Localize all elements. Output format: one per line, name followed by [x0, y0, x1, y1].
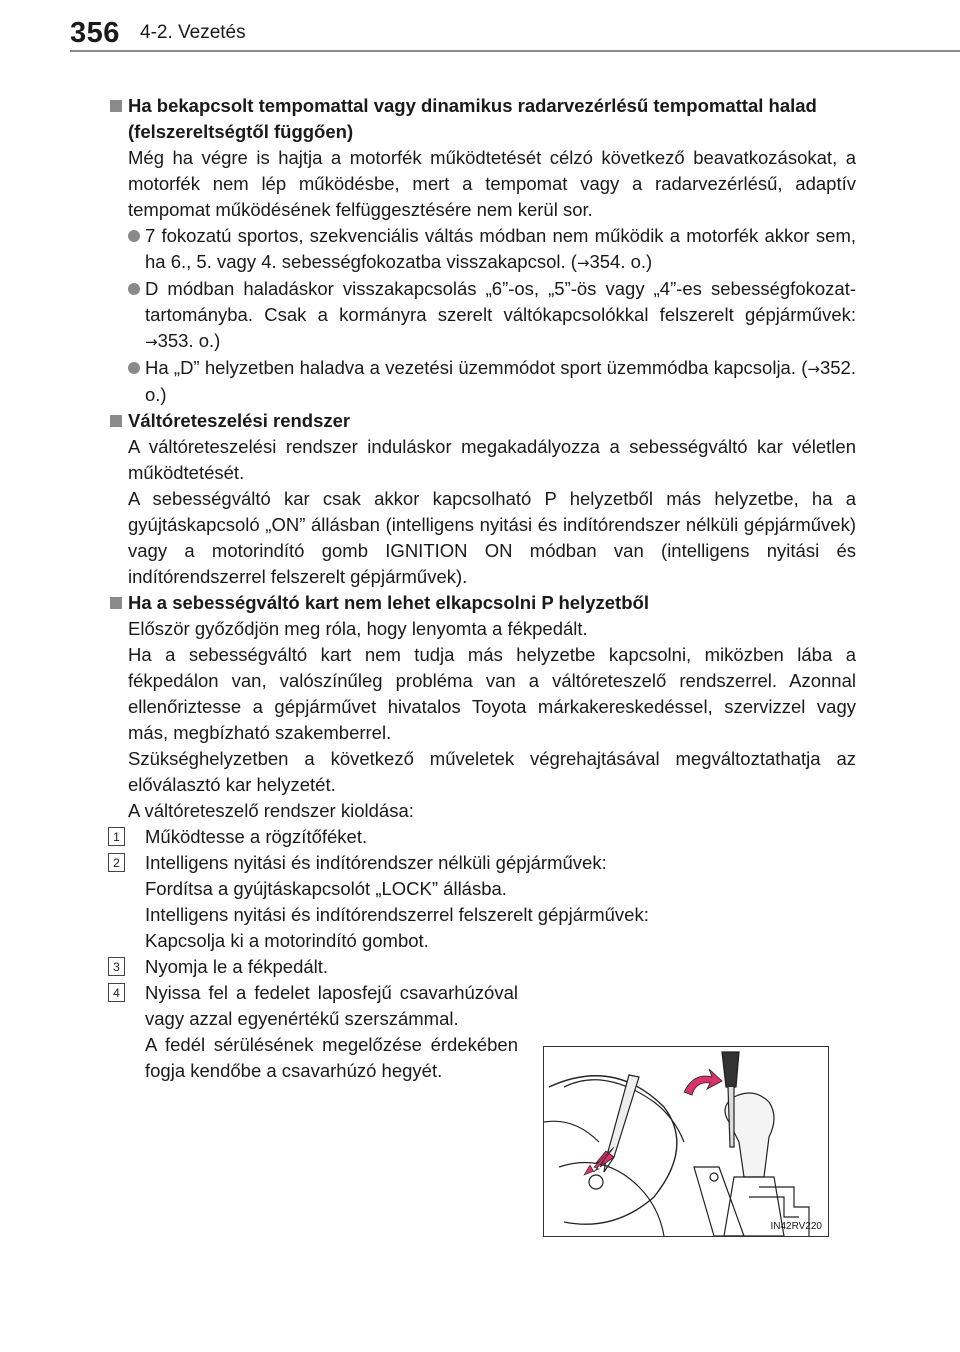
paragraph-stuck-1: Először győződjön meg róla, hogy lenyomta a fékpedált. — [128, 618, 588, 639]
step-4-note: A fedél sérülésének megelőzése érdekében fogja kendőbe a csavarhúzó hegyét. — [145, 1034, 518, 1081]
cover-icon — [589, 1175, 603, 1189]
bullet-item: 7 fokozatú sportos, szekvenciális váltás módban nem működik a motorfék akkor sem, ha 6., 5. vagy 4. sebességfokozatba visszakapcsol. (→354. o.) — [108, 223, 856, 276]
step-number-badge: 3 — [108, 957, 125, 976]
section-title: 4-2. Vezetés — [140, 22, 246, 43]
paragraph-stuck-4: A váltóreteszelő rendszer kioldása: — [128, 800, 414, 821]
bullet-dot-icon — [128, 230, 140, 242]
step-number-badge: 4 — [108, 983, 125, 1002]
screwdriver-shaft — [728, 1087, 734, 1147]
page-content — [108, 93, 856, 1084]
step-text: Intelligens nyitási és indítórendszerrel felszerelt gépjárművek: — [145, 904, 649, 925]
figure-code: IN42RV220 — [770, 1221, 822, 1232]
header-divider — [70, 50, 960, 52]
shift-lever-diagram — [544, 1047, 828, 1236]
console-edge — [559, 1163, 664, 1237]
console-edge — [544, 1121, 599, 1142]
bullet-dot-icon — [128, 283, 140, 295]
paragraph-shift-lock-1: A váltóreteszelési rendszer induláskor megakadályozza a sebességváltó kar véletlen működtetését. — [128, 436, 856, 483]
shift-gate — [749, 1197, 799, 1217]
paragraph-cruise-body: Még ha végre is hajtja a motorfék működtetését célzó következő beavatkozásokat, a motorfék nem lép működésbe, mert a tempomat vagy a radarvezérlésű, adaptív tempomat működésének felfüggesztésére nem kerül sor. — [128, 147, 856, 220]
step-1 — [108, 824, 856, 850]
step-number-badge: 1 — [108, 827, 125, 846]
console-screw — [710, 1173, 718, 1181]
screwdriver-handle-icon — [722, 1052, 739, 1087]
arrow-right-icon: → — [576, 254, 590, 272]
step-number-badge: 2 — [108, 853, 125, 872]
screwdriver-icon — [606, 1075, 639, 1159]
step-text: Fordítsa a gyújtáskapcsolót „LOCK” állásba. — [145, 878, 507, 899]
step-3 — [108, 954, 856, 980]
paragraph-shift-lock-2: A sebességváltó kar csak akkor kapcsolható P helyzetből más helyzetbe, ha a gyújtáskapcsoló „ON” állásban (intelligens nyitási és indítórendszer nélküli gépjárművek) vagy a motorindító gomb IGNITION ON módban van (intelligens nyitási és indítórendszerrel felszerelt gépjárművek). — [128, 488, 856, 587]
step-text: Nyissa fel a fedelet laposfejű csavarhúzóval vagy azzal egyenértékű szerszámmal. — [145, 982, 518, 1029]
paragraph-stuck-3: Szükséghelyzetben a következő műveletek végrehajtásával megváltoztathatja az előválasztó kar helyzetét. — [128, 748, 856, 795]
arrow-right-icon: → — [807, 360, 820, 378]
step-2 — [108, 850, 856, 902]
arrow-right-icon: → — [145, 333, 158, 351]
step-text: Nyomja le a fékpedált. — [145, 956, 329, 977]
bullet-item: D módban haladáskor visszakapcsolás „6”-os, „5”-ös vagy „4”-es sebességfokozat-tartományba. Csak a kormányra szerelt váltókapcsolókkal felszerelt gépjárművek: →353. o.) — [108, 276, 856, 355]
step-text: Kapcsolja ki a motorindító gombot. — [145, 930, 429, 951]
bullet-dot-icon — [128, 362, 140, 374]
heading-cruise-control: Ha bekapcsolt tempomattal vagy dinamikus radarvezérlésű tempomattal halad (felszereltségtől függően) — [108, 93, 856, 145]
bullet-item: Ha „D” helyzetben haladva a vezetési üzemmódot sport üzemmódba kapcsolja. (→352. o.) — [108, 355, 856, 408]
step-text: Működtesse a rögzítőféket. — [145, 826, 368, 847]
heading-stuck-in-park: Ha a sebességváltó kart nem lehet elkapcsolni P helyzetből — [108, 590, 856, 616]
heading-shift-lock: Váltóreteszelési rendszer — [108, 408, 856, 434]
step-2-alternative — [108, 902, 856, 954]
paragraph-stuck-2: Ha a sebességváltó kart nem tudja más helyzetbe kapcsolni, miközben lába a fékpedálon van, valószínűleg probléma van a váltóreteszelő rendszerrel. Azonnal ellenőriztesse a gépjárművet hivatalos Toyota márkakereskedéssel, szervizzel vagy más, megbízható szakemberrel. — [128, 644, 856, 743]
shift-lock-illustration — [543, 1046, 829, 1237]
step-text: Intelligens nyitási és indítórendszer nélküli gépjárművek: — [145, 852, 607, 873]
step-4 — [108, 980, 518, 1032]
page-number: 356 — [70, 17, 120, 49]
rotate-arrow-icon — [684, 1069, 722, 1095]
